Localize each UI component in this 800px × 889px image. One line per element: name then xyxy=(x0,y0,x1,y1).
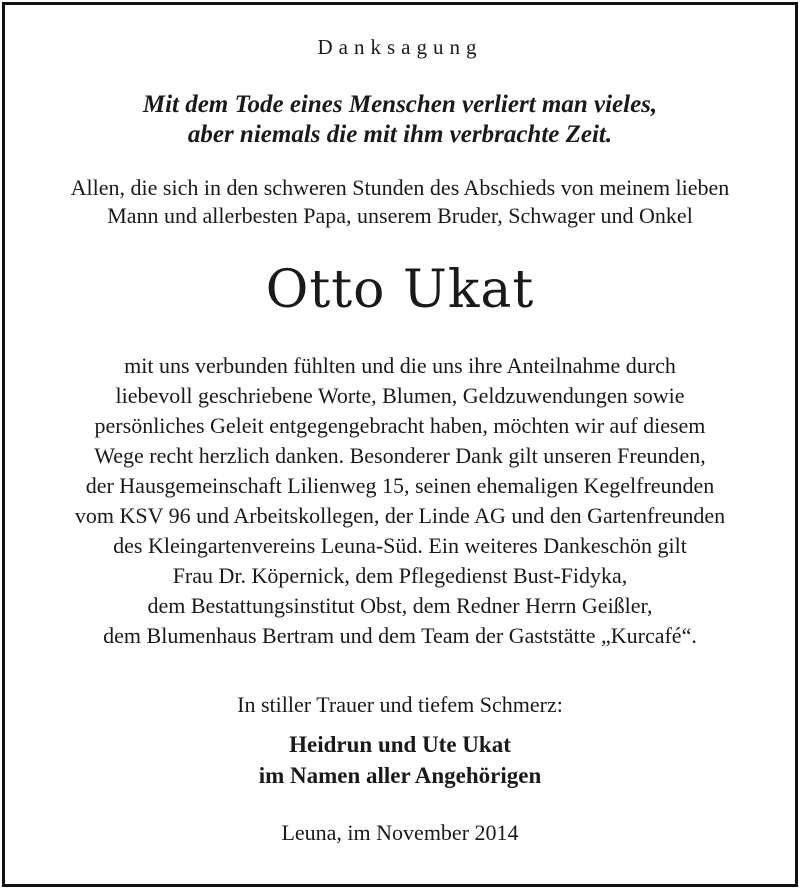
intro-line-1: Allen, die sich in den schweren Stunden des Abschieds von meinem lieben xyxy=(70,175,730,200)
signature-line-2: im Namen aller Angehörigen xyxy=(258,763,542,788)
motto-line-2: aber niemals die mit ihm verbrachte Zeit. xyxy=(187,121,613,148)
body-line-2: liebevoll geschriebene Worte, Blumen, Geldzuwendungen sowie xyxy=(115,383,685,408)
body-line-9: dem Bestattungsinstitut Obst, dem Redner Herrn Geißler, xyxy=(147,593,653,618)
body-line-5: der Hausgemeinschaft Lilienweg 15, seinen ehemaligen Kegelfreunden xyxy=(85,473,715,498)
body-line-4: Wege recht herzlich danken. Besonderer Dank gilt unseren Freunden, xyxy=(94,443,706,468)
notice-heading: Danksagung xyxy=(317,35,483,59)
body-line-1: mit uns verbunden fühlten und die uns ihre Anteilnahme durch xyxy=(124,353,676,378)
body-line-10: dem Blumenhaus Bertram und dem Team der Gaststätte „Kurcafé“. xyxy=(103,623,697,648)
closing-line: In stiller Trauer und tiefem Schmerz: xyxy=(237,692,563,717)
body-line-3: persönliches Geleit entgegengebracht haben, möchten wir auf diesem xyxy=(94,413,706,438)
body-line-8: Frau Dr. Köpernick, dem Pflegedienst Bust-Fidyka, xyxy=(172,563,628,588)
deceased-name: Otto Ukat xyxy=(265,260,535,320)
body-line-6: vom KSV 96 und Arbeitskollegen, der Linde AG und den Gartenfreunden xyxy=(74,503,726,528)
body-line-7: des Kleingartenvereins Leuna-Süd. Ein weiteres Dankeschön gilt xyxy=(113,533,687,558)
motto-line-1: Mit dem Tode eines Menschen verliert man vieles, xyxy=(142,91,658,118)
intro-line-2: Mann und allerbesten Papa, unserem Bruder, Schwager und Onkel xyxy=(107,203,693,228)
thank-you-notice xyxy=(5,5,795,884)
place-date: Leuna, im November 2014 xyxy=(281,820,519,845)
notice-frame xyxy=(2,2,798,887)
signature-line-1: Heidrun und Ute Ukat xyxy=(289,732,511,757)
